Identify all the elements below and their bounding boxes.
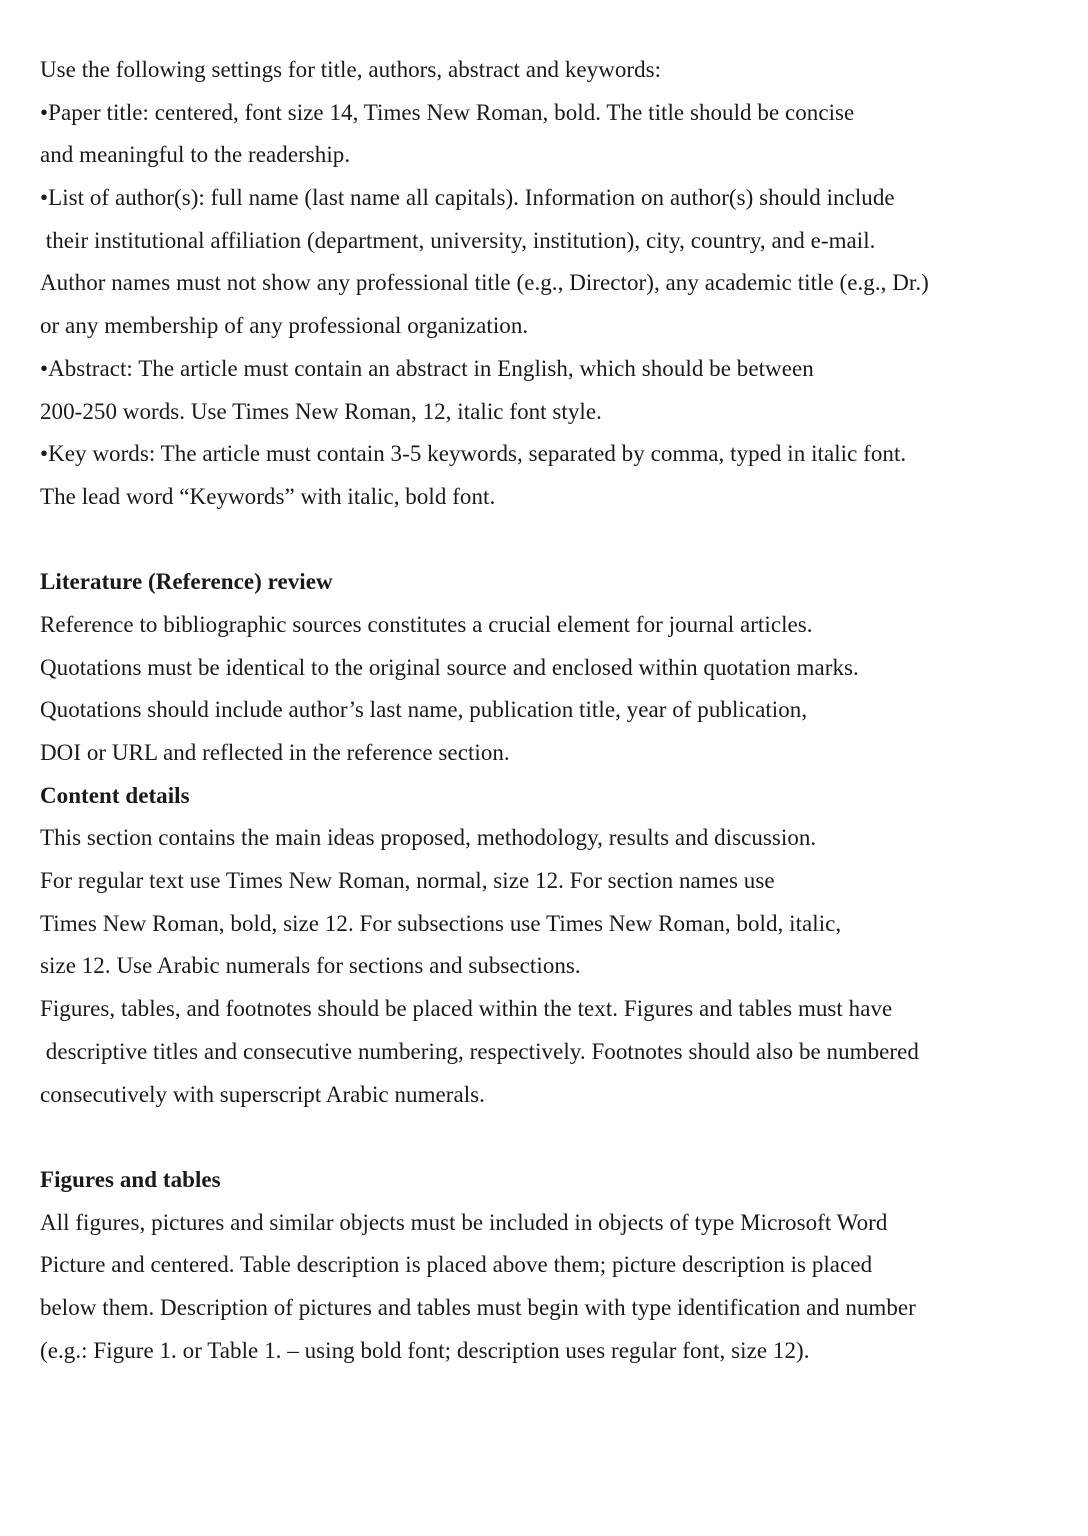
document-page: [40, 49, 1080, 1372]
intro-line: 200-250 words. Use Times New Roman, 12, italic font style.: [40, 398, 602, 424]
paragraph-line: Quotations should include author’s last name, publication title, year of publication,: [40, 697, 808, 723]
paragraph-line: Picture and centered. Table description is placed above them; picture description is placed: [40, 1252, 873, 1278]
intro-line: Author names must not show any professional title (e.g., Director), any academic title (e.g., Dr.): [40, 270, 929, 296]
intro-line: or any membership of any professional organization.: [40, 313, 529, 339]
intro-line: and meaningful to the readership.: [40, 142, 351, 168]
intro-line: Use the following settings for title, authors, abstract and keywords:: [40, 57, 662, 82]
section-heading: Content details: [40, 782, 190, 808]
paragraph-line: For regular text use Times New Roman, normal, size 12. For section names use: [40, 868, 775, 894]
paragraph-line: descriptive titles and consecutive numbering, respectively. Footnotes should also be numbered: [40, 1038, 919, 1064]
paragraph-line: This section contains the main ideas proposed, methodology, results and discussion.: [40, 825, 817, 851]
intro-line: •Abstract: The article must contain an abstract in English, which should be between: [40, 355, 814, 381]
paragraph-line: Reference to bibliographic sources constitutes a crucial element for journal articles.: [40, 611, 813, 637]
section-heading: Figures and tables: [40, 1166, 221, 1192]
section-figures-and-tables: [40, 1159, 1080, 1372]
intro-line: •Key words: The article must contain 3-5 keywords, separated by comma, typed in italic font.: [40, 441, 907, 467]
intro-block: [40, 49, 1080, 519]
paragraph-line: Quotations must be identical to the original source and enclosed within quotation marks.: [40, 654, 859, 680]
paragraph-line: below them. Description of pictures and tables must begin with type identification and number: [40, 1294, 916, 1320]
spacer: [40, 519, 1080, 562]
section-content-details: [40, 775, 1080, 1117]
paragraph-line: Figures, tables, and footnotes should be placed within the text. Figures and tables must have: [40, 996, 893, 1022]
spacer: [40, 1116, 1080, 1159]
section-heading: Literature (Reference) review: [40, 569, 333, 595]
intro-line: •List of author(s): full name (last name all capitals). Information on author(s) should include: [40, 185, 895, 211]
intro-line: •Paper title: centered, font size 14, Times New Roman, bold. The title should be concise: [40, 99, 855, 125]
section-literature-review: [40, 561, 1080, 774]
paragraph-line: consecutively with superscript Arabic numerals.: [40, 1081, 485, 1107]
paragraph-line: size 12. Use Arabic numerals for sections and subsections.: [40, 953, 581, 979]
paragraph-line: Times New Roman, bold, size 12. For subsections use Times New Roman, bold, italic,: [40, 910, 842, 936]
paragraph-line: DOI or URL and reflected in the reference section.: [40, 740, 510, 765]
paragraph-line: (e.g.: Figure 1. or Table 1. – using bold font; description uses regular font, size 12).: [40, 1337, 810, 1363]
intro-line: The lead word “Keywords” with italic, bold font.: [40, 483, 496, 509]
intro-line: their institutional affiliation (department, university, institution), city, country, and e-mail.: [40, 227, 876, 253]
paragraph-line: All figures, pictures and similar objects must be included in objects of type Microsoft Word: [40, 1209, 888, 1235]
